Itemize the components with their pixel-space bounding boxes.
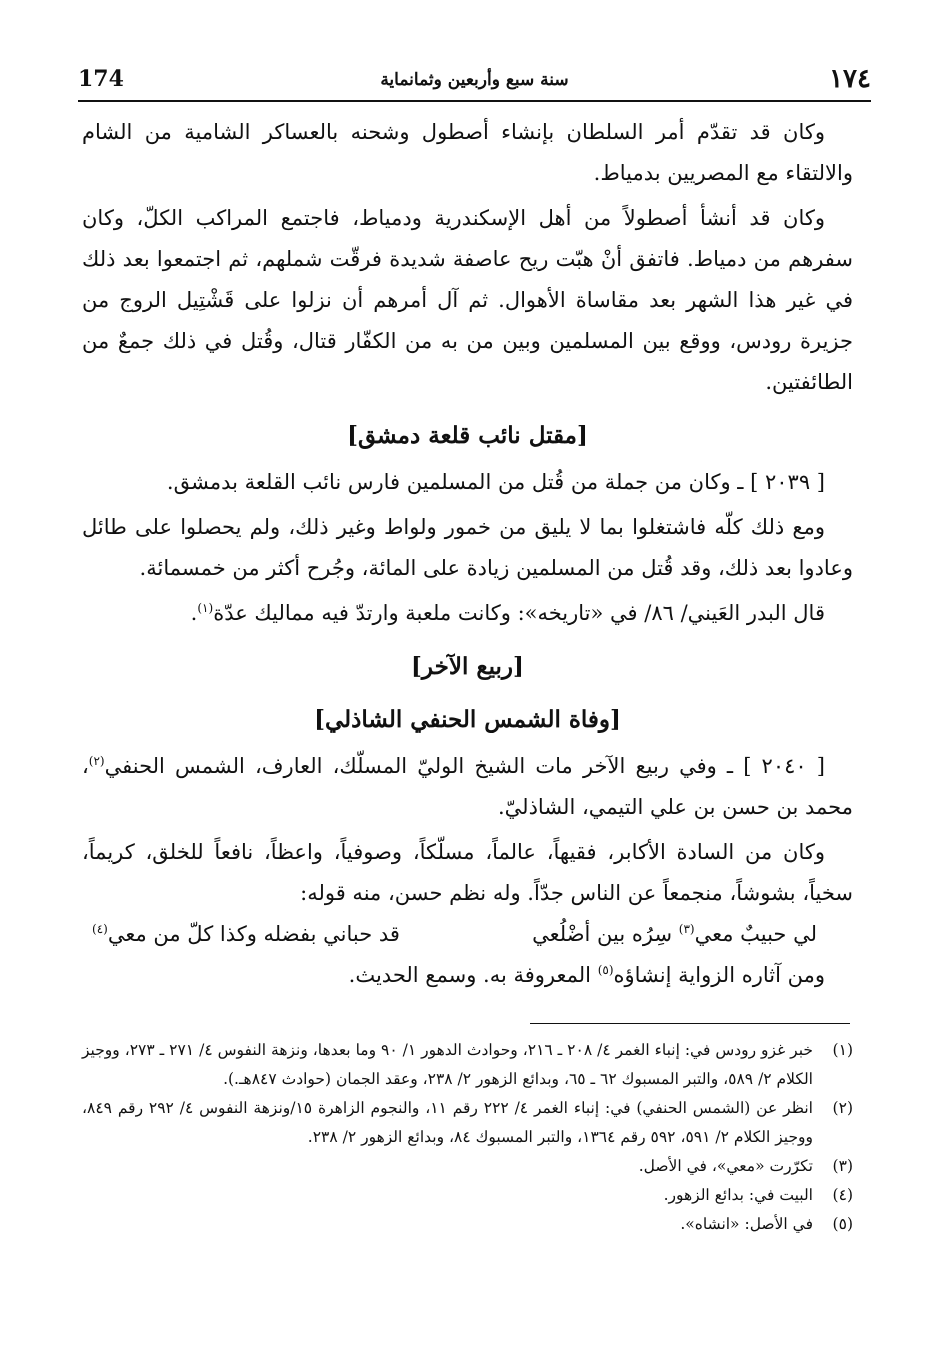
footnote-number: (٥) bbox=[832, 1215, 853, 1233]
paragraph-2040 bbox=[82, 746, 853, 828]
footnote-ref-2: (٢) bbox=[88, 754, 105, 768]
footnote-number: (١) bbox=[832, 1041, 853, 1059]
poem-verse bbox=[82, 914, 853, 955]
footnote-ref-1: (١) bbox=[197, 601, 214, 615]
main-text bbox=[82, 112, 853, 996]
footnote-text: البيت في: بدائع الزهور. bbox=[663, 1186, 813, 1204]
footnote-5 bbox=[82, 1210, 853, 1239]
page-number-latin: 174 bbox=[78, 66, 124, 92]
verse-first-hemistich bbox=[532, 914, 817, 955]
footnote-3 bbox=[82, 1152, 853, 1181]
section-heading-damascus: [مقتل نائب قلعة دمشق] bbox=[347, 422, 588, 449]
paragraph-storm: وكان قد أنشأ أصطولاً من أهل الإسكندرية ودمياط، فاجتمع المراكب الكلّ، وكان سفرهم من دمياط. فاتفق أنْ هبّت ريح عاصفة شديدة فرقّت شملهم، ثم اجتمعوا بعد ذلك في غير هذا الشهر بعد مقاساة الأهوال. ثم آل أمرهم أن نزلوا على قَشْتِيل الروج من جزيرة رودس، ووقع بين المسلمين وبين من به من الكفّار قتال، وقُتل في ذلك جمعٌ من الطائفتين. bbox=[82, 206, 853, 394]
paragraph-aini: قال البدر العَيني/ ٨٦/ في «تاريخه»: وكانت ملعبة وارتدّ فيه مماليك عدّة$^{(١)}$. bbox=[190, 601, 825, 625]
section-heading-death: [وفاة الشمس الحنفي الشاذلي] bbox=[314, 706, 621, 733]
page-number-arabic: ١٧٤ bbox=[829, 64, 871, 94]
footnote-number: (٤) bbox=[832, 1186, 853, 1204]
footnote-2 bbox=[82, 1094, 853, 1152]
verse-second-hemistich bbox=[92, 914, 400, 955]
verse-second-text: قد حباني بفضله وكذا كلّ من معي bbox=[107, 922, 400, 946]
paragraph-biography: وكان من السادة الأكابر، فقيهاً، عالماً، مسلّكاً، وصوفياً، واعظاً، نافعاً للخلق، كريماً، سخياً، بشوشاً، منجمعاً عن الناس جدّاً. وله نظم حسن، منه قوله: bbox=[82, 840, 853, 905]
page-header bbox=[78, 66, 871, 98]
zawiya-text-a: ومن آثاره الزواية إنشاؤه bbox=[613, 963, 825, 987]
entry-2040-name: ، محمد بن حسن بن علي التيمي، الشاذليّ. bbox=[82, 754, 853, 819]
footnote-number: (٣) bbox=[832, 1157, 853, 1175]
footnote-text: تكرّرت «معي»، في الأصل. bbox=[638, 1157, 813, 1175]
section-heading-month: [ربيع الآخر] bbox=[411, 653, 524, 680]
verse-first-part-b: سِرُه بين أضْلُعي bbox=[532, 922, 679, 946]
footnote-ref-5: (٥) bbox=[597, 963, 614, 977]
zawiya-text-b: المعروفة به. وسمع الحديث. bbox=[348, 963, 598, 987]
footnote-4 bbox=[82, 1181, 853, 1210]
footnote-1 bbox=[82, 1036, 853, 1094]
footnote-text: خبر غزو رودس في: إنباء الغمر ٤/ ٢٠٨ ـ ٢١٦، وحوادث الدهور ١/ ٩٠ وما بعدها، ونزهة النفوس ٤/ ٢٧١ ـ ٢٧٣، ووجيز الكلام ٢/ ٥٨٩، والتبر المسبوك ٦٢ ـ ٦٥، وبدائع الزهور ٢/ ٢٣٨، وعقد الجمان (حوادث ٨٤٧هـ.). bbox=[82, 1041, 813, 1088]
footnote-number: (٢) bbox=[832, 1099, 853, 1117]
footnote-separator bbox=[530, 1023, 850, 1024]
paragraph-zawiya bbox=[82, 955, 853, 996]
paragraph-fleet: وكان قد تقدّم أمر السلطان بإنشاء أصطول وشحنه بالعساكر الشامية من الشام والالتقاء مع المصريين بدمياط. bbox=[82, 120, 853, 185]
footnote-ref-4: (٤) bbox=[92, 922, 108, 936]
footnotes bbox=[82, 1036, 853, 1239]
footnote-ref-3: (٣) bbox=[678, 922, 695, 936]
paragraph-aftermath: ومع ذلك كلّه فاشتغلوا بما لا يليق من خمور ولواط وغير ذلك، ولم يحصلوا على طائل وعادوا بعد ذلك، وقد قُتل من المسلمين زيادة على المائة، وجُرح أكثر من خمسمائة. bbox=[82, 515, 853, 580]
running-title: سنة سبع وأربعين وثمانماية bbox=[380, 70, 569, 90]
paragraph-2039: [ ٢٠٣٩ ] ـ وكان من جملة من قُتل من المسلمين فارس نائب القلعة بدمشق. bbox=[166, 470, 825, 494]
entry-2040-text: [ ٢٠٤٠ ] ـ وفي ربيع الآخر مات الشيخ الوليّ المسلّك، العارف، الشمس الحنفي bbox=[104, 754, 826, 778]
verse-first-part-a: لي حبيبٌ معي bbox=[694, 922, 817, 946]
footnote-text: انظر عن (الشمس الحنفي) في: إنباء الغمر ٤/ ٢٢٢ رقم ١١، والنجوم الزاهرة ١٥/ونزهة النفوس ٤/ ٢٩٢ رقم ٨٤٩، ووجيز الكلام ٢/ ٥٩١، ٥٩٢ رقم ١٣٦٤، والتبر المسبوك ٨٤، وبدائع الزهور ٢/ ٢٣٨. bbox=[82, 1099, 813, 1146]
footnote-text: في الأصل: «انشاه». bbox=[680, 1215, 813, 1233]
header-rule bbox=[78, 100, 871, 102]
aini-text: قال البدر العَيني/ ٨٦/ في «تاريخه»: وكانت ملعبة وارتدّ فيه مماليك عدّة bbox=[213, 601, 825, 625]
